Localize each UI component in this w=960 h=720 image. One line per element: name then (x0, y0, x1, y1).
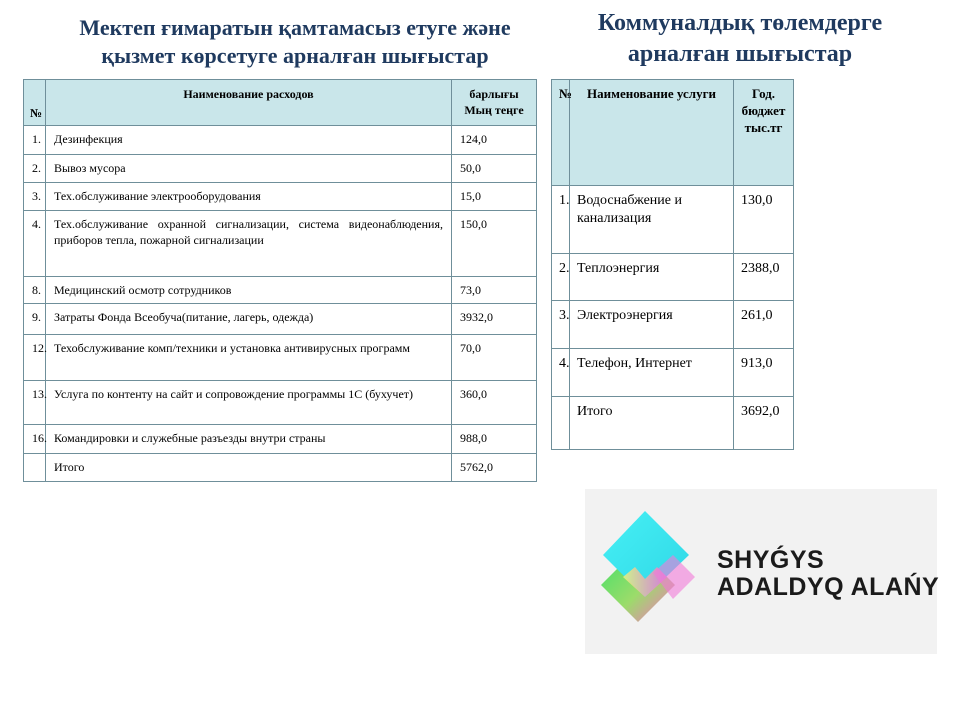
row-number (24, 454, 46, 482)
row-number: 8. (24, 277, 46, 304)
row-name: Телефон, Интернет (570, 349, 734, 397)
row-number: 9. (24, 304, 46, 335)
column-header-budget: Год. бюджет тыс.тг (734, 80, 794, 186)
row-amount: 3932,0 (452, 304, 537, 335)
row-number: 2. (24, 155, 46, 183)
table-row (24, 304, 537, 335)
column-header-amount: барлығы Мың теңге (452, 80, 537, 126)
row-name: Итого (570, 397, 734, 450)
row-budget: 913,0 (734, 349, 794, 397)
expenses-table (23, 79, 537, 482)
row-name: Водоснабжение и канализация (570, 186, 734, 254)
table-row (552, 186, 794, 254)
row-budget: 130,0 (734, 186, 794, 254)
table-row (24, 183, 537, 211)
row-number (552, 397, 570, 450)
row-name: Затраты Фонда Всеобуча(питание, лагерь, одежда) (46, 304, 452, 335)
row-amount: 50,0 (452, 155, 537, 183)
row-amount: 150,0 (452, 211, 537, 277)
row-number: 4. (552, 349, 570, 397)
row-amount: 360,0 (452, 381, 537, 425)
logo-line-1: SHYǴYS (717, 546, 825, 574)
table-row-total (552, 397, 794, 450)
row-number: 1. (24, 126, 46, 155)
row-number: 13. (24, 381, 46, 425)
table-row (24, 425, 537, 454)
row-name: Медицинский осмотр сотрудников (46, 277, 452, 304)
row-name: Дезинфекция (46, 126, 452, 155)
table-row-total (24, 454, 537, 482)
row-amount: 5762,0 (452, 454, 537, 482)
row-amount: 15,0 (452, 183, 537, 211)
column-header-service: Наименование услуги (570, 80, 734, 186)
column-header-number: № (552, 80, 570, 186)
table-row (24, 126, 537, 155)
logo-wordmark (717, 547, 939, 601)
table-row (24, 155, 537, 183)
row-number: 2. (552, 254, 570, 301)
table-header-row (552, 80, 794, 186)
row-budget: 261,0 (734, 301, 794, 349)
expenses-title: Мектеп ғимаратын қамтамасыз етуге және қызмет көрсетуге арналған шығыстар (79, 15, 511, 68)
table-row (24, 211, 537, 277)
row-name: Командировки и служебные разъезды внутри страны (46, 425, 452, 454)
table-row (552, 349, 794, 397)
row-name: Услуга по контенту на сайт и сопровождение программы 1С (бухучет) (46, 381, 452, 425)
row-name: Техобслуживание комп/техники и установка антивирусных программ (46, 335, 452, 381)
row-budget: 3692,0 (734, 397, 794, 450)
column-header-name: Наименование расходов (46, 80, 452, 126)
utilities-table (551, 79, 794, 450)
organization-logo (585, 489, 940, 654)
table-row (24, 277, 537, 304)
row-amount: 70,0 (452, 335, 537, 381)
row-amount: 988,0 (452, 425, 537, 454)
row-name: Теплоэнергия (570, 254, 734, 301)
table-row (24, 381, 537, 425)
row-number: 3. (552, 301, 570, 349)
row-name: Итого (46, 454, 452, 482)
logo-line-2: ADALDYQ ALAŃY (717, 573, 940, 601)
row-amount: 73,0 (452, 277, 537, 304)
row-amount: 124,0 (452, 126, 537, 155)
row-number: 12. (24, 335, 46, 381)
row-number: 3. (24, 183, 46, 211)
row-name: Тех.обслуживание охранной сигнализации, система видеонаблюдения, приборов тепла, пожарной сигнализации (46, 211, 452, 277)
diamond-logo-icon (593, 503, 713, 633)
table-row (552, 254, 794, 301)
row-name: Вывоз мусора (46, 155, 452, 183)
row-budget: 2388,0 (734, 254, 794, 301)
table-row (552, 301, 794, 349)
row-name: Тех.обслуживание электрооборудования (46, 183, 452, 211)
column-header-number: № (24, 80, 46, 126)
table-row (24, 335, 537, 381)
row-name: Электроэнергия (570, 301, 734, 349)
row-number: 1. (552, 186, 570, 254)
row-number: 16. (24, 425, 46, 454)
table-header-row (24, 80, 537, 126)
utilities-title: Коммуналдық төлемдерге арналған шығыстар (597, 10, 883, 68)
row-number: 4. (24, 211, 46, 277)
